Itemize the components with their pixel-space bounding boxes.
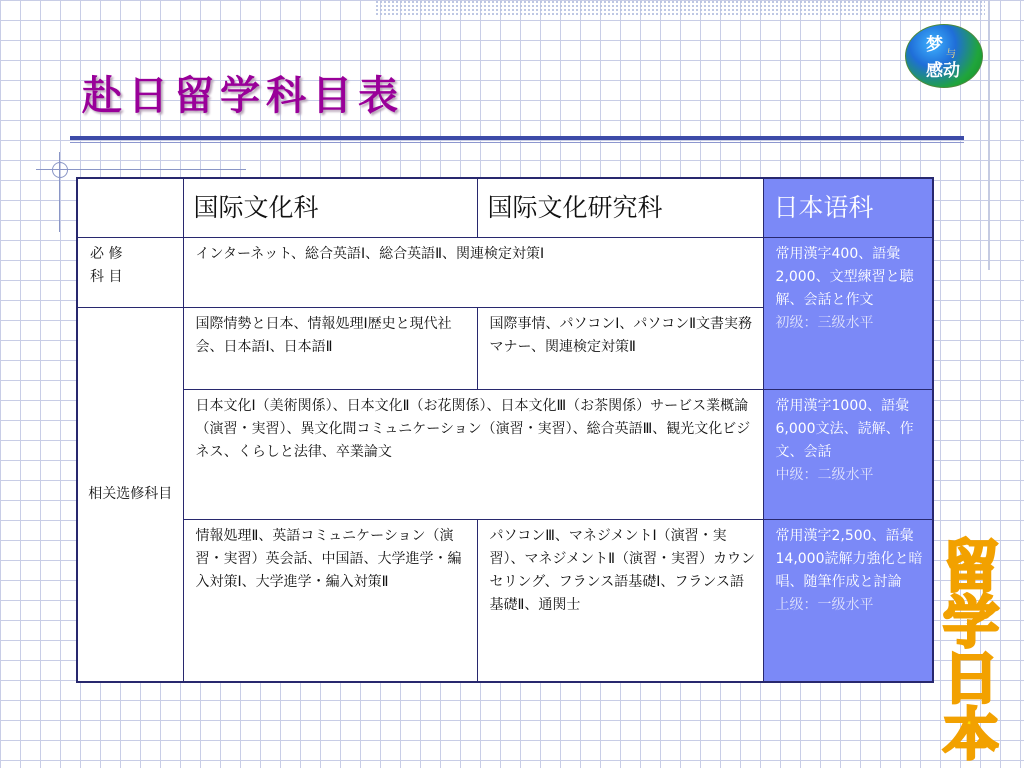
elective2-shared: 日本文化Ⅰ（美術関係）、日本文化Ⅱ（お花関係）、日本文化Ⅲ（お茶関係）サービス業概論（演習・実習）、異文化間コミュニケーション（演習・実習）、総合英語Ⅲ、観光文化ビジネス、くらしと法律、卒業論文 [183,390,763,520]
title-underline-thin [70,142,964,143]
header-japanese: 日本语科 [763,178,933,238]
vertical-char-1: 留 [943,535,999,600]
header-empty [77,178,183,238]
title-underline [70,136,964,140]
page-title: 赴日留学科目表 [82,72,404,119]
japanese-advanced-text: 常用漢字2,500、語彙14,000読解力強化と暗唱、随筆作成と討論 [775,528,923,591]
japanese-intermediate-text: 常用漢字1000、語彙6,000文法、読解、作文、会話 [775,398,914,461]
dream-logo [905,24,983,88]
vertical-char-2: 学 [943,591,999,656]
elective-row-3 [77,520,933,682]
japanese-beginner-text: 常用漢字400、語彙2,000、文型練習と聴解、会話と作文 [775,246,914,309]
elective3-research: パソコンⅢ、マネジメントⅠ（演習・実習）、マネジメントⅡ（演習・実習）カウンセリング、フランス語基礎Ⅰ、フランス語基礎Ⅱ、通関士 [477,520,763,682]
vertical-char-4: 本 [943,703,999,768]
study-in-japan-vertical-text [926,535,1016,768]
vertical-char-3: 日 [943,647,999,712]
elective1-culture: 国際情勢と日本、情報処理Ⅰ歴史と現代社会、日本語Ⅰ、日本語Ⅱ [183,308,477,390]
required-courses: インターネット、総合英語Ⅰ、総合英語Ⅱ、関連検定対策Ⅰ [183,238,763,308]
japanese-intermediate-level: 中级：二级水平 [775,467,874,484]
elective1-research: 国際事情、パソコンⅠ、パソコンⅡ文書実務マナー、関連検定対策Ⅱ [477,308,763,390]
logo-text-2: 感动 [926,61,960,81]
logo-text-1: 梦 [926,35,943,55]
japanese-advanced [763,520,933,682]
elective-label: 相关选修科目 [77,308,183,682]
right-divider-line [988,0,990,270]
japanese-beginner-level: 初级：三级水平 [775,315,874,332]
course-table [76,177,934,683]
required-label-line1: 必 修 [90,246,123,263]
elective3-culture: 情報処理Ⅱ、英語コミュニケーション（演習・実習）英会話、中国語、大学進学・編入対策Ⅰ、大学進学・編入対策Ⅱ [183,520,477,682]
table-header-row [77,178,933,238]
elective-row-2 [77,390,933,520]
header-international-culture: 国际文化科 [183,178,477,238]
required-label-line2: 科 目 [90,269,123,286]
header-international-culture-research: 国际文化研究科 [477,178,763,238]
top-pattern-strip [375,0,985,16]
required-row [77,238,933,308]
japanese-advanced-level: 上级：一级水平 [775,597,874,614]
japanese-beginner [763,238,933,390]
decoration-circle [52,162,68,178]
japanese-intermediate [763,390,933,520]
logo-text-mid: 与 [946,49,956,60]
required-label [77,238,183,308]
